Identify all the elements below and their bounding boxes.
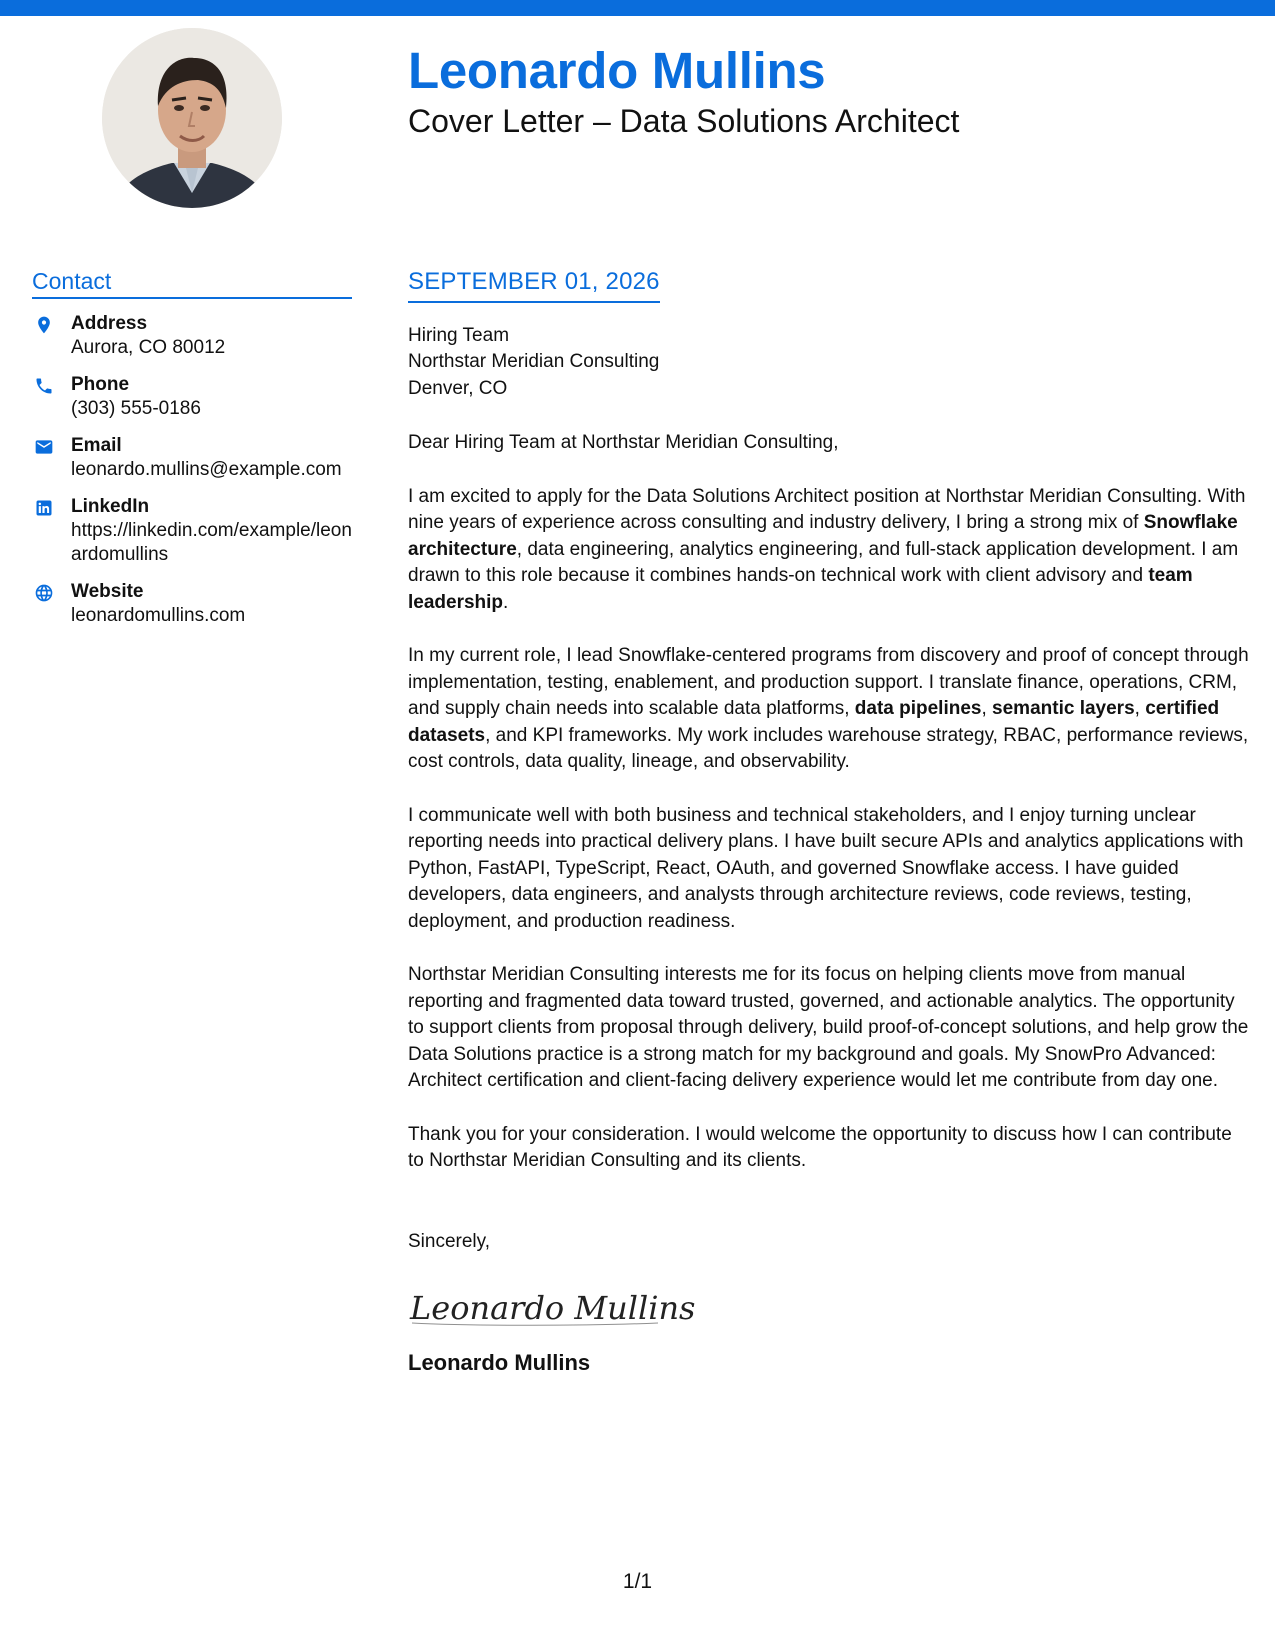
contact-sidebar xyxy=(32,268,352,628)
letter-paragraph xyxy=(408,803,1250,936)
linkedin-icon xyxy=(32,496,56,520)
text-run: , xyxy=(981,698,993,720)
signature-text: Leonardo Mullins xyxy=(410,1289,696,1328)
email-label: Email xyxy=(71,434,122,456)
text-run: Thank you for your consideration. I would welcome the opportunity to discuss how I can contribute to Northstar Meridian Consulting and its clients. xyxy=(408,1123,1232,1172)
letter-date: SEPTEMBER 01, 2026 xyxy=(408,268,660,303)
contact-item-email xyxy=(32,433,352,482)
page-number: 1/1 xyxy=(622,1570,653,1593)
text-run: Northstar Meridian Consulting interests me for its focus on helping clients move from manual reporting and fragmented data toward trusted, governed, and actionable analytics. The opportunity to support clients from proposal through delivery, build proof-of-concept solutions, and help grow the Data Solutions practice is a strong match for my background and goals. My SnowPro Advanced: Architect certification and client-facing delivery experience would let me contribute from day one. xyxy=(408,964,1249,1092)
contact-item-address xyxy=(32,311,352,360)
signature-image xyxy=(408,1279,1250,1335)
linkedin-link[interactable]: https://linkedin.com/example/leonardomullins xyxy=(71,519,352,565)
contact-item-phone xyxy=(32,372,352,421)
phone-value: (303) 555-0186 xyxy=(71,397,201,419)
bold-phrase: data pipelines xyxy=(854,698,982,720)
linkedin-label: LinkedIn xyxy=(71,495,150,517)
contact-item-website xyxy=(32,579,352,628)
portrait-image xyxy=(102,28,282,208)
applicant-name: Leonardo Mullins xyxy=(408,42,826,99)
text-run: In my current role, I lead Snowflake-centered programs from discovery and proof of concept through implementation, testing, enablement, and production support. I translate finance, operations, CRM, and supply chain needs into scalable data platforms, xyxy=(408,645,1249,720)
recipient-line: Denver, CO xyxy=(408,377,508,399)
email-link[interactable]: leonardo.mullins@example.com xyxy=(71,458,342,480)
contact-item-linkedin xyxy=(32,494,352,567)
text-run: , and KPI frameworks. My work includes warehouse strategy, RBAC, performance reviews, cost controls, data quality, lineage, and observability. xyxy=(408,724,1249,773)
letter-paragraphs xyxy=(408,484,1250,1175)
envelope-icon xyxy=(32,435,56,459)
letter-paragraph xyxy=(408,643,1250,776)
website-link[interactable]: leonardomullins.com xyxy=(71,604,246,626)
text-run: I am excited to apply for the Data Solutions Architect position at Northstar Meridian Consulting. With nine years of experience across consulting and industry delivery, I bring a strong mix of xyxy=(408,485,1246,534)
bold-phrase: team leadership xyxy=(408,565,1193,613)
text-run: , data engineering, analytics engineering, and full-stack application development. I am drawn to this role because it combines hands-on technical work with client advisory and xyxy=(408,538,1239,587)
signer-name: Leonardo Mullins xyxy=(408,1350,591,1376)
bold-phrase: certified datasets xyxy=(408,698,1220,746)
recipient-line: Hiring Team xyxy=(408,324,510,346)
text-run: . xyxy=(503,591,509,613)
phone-label: Phone xyxy=(71,373,130,395)
profile-photo xyxy=(102,28,282,208)
recipient-line: Northstar Meridian Consulting xyxy=(408,351,660,373)
letter-paragraph xyxy=(408,484,1250,617)
letter-body xyxy=(408,268,1250,1378)
recipient-block xyxy=(408,323,1250,403)
letter-paragraph xyxy=(408,962,1250,1095)
closing: Sincerely, xyxy=(408,1230,491,1252)
address-label: Address xyxy=(71,312,148,334)
address-value: Aurora, CO 80012 xyxy=(71,336,226,358)
text-run: , xyxy=(1134,698,1146,720)
salutation: Dear Hiring Team at Northstar Meridian Consulting, xyxy=(408,432,839,454)
document-subtitle: Cover Letter – Data Solutions Architect xyxy=(408,103,960,139)
text-run: I communicate well with both business and technical stakeholders, and I enjoy turning unclear reporting needs into practical delivery plans. I have built secure APIs and analytics applications with Python, FastAPI, TypeScript, React, OAuth, and governed Snowflake access. I have guided developers, data engineers, and analysts through architecture reviews, code reviews, testing, deployment, and production readiness. xyxy=(408,804,1244,932)
globe-icon xyxy=(32,581,56,605)
bold-phrase: Snowflake architecture xyxy=(408,512,1238,560)
website-label: Website xyxy=(71,580,144,602)
letter-paragraph xyxy=(408,1122,1250,1175)
contact-heading: Contact xyxy=(32,268,352,299)
map-pin-icon xyxy=(32,313,56,337)
top-accent-bar xyxy=(0,0,1275,16)
bold-phrase: semantic layers xyxy=(992,698,1135,720)
phone-icon xyxy=(32,374,56,398)
